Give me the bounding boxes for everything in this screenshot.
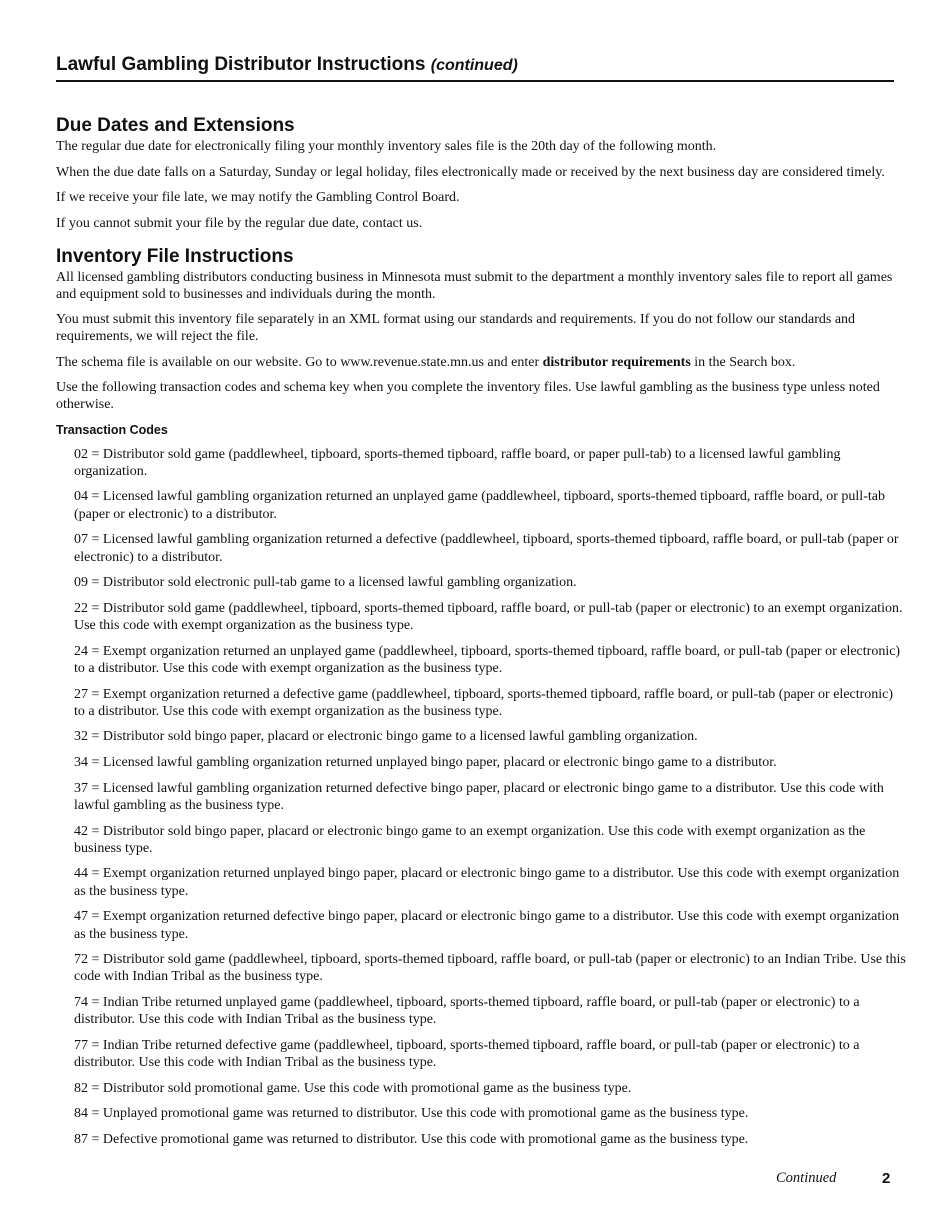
due-dates-paragraph: If you cannot submit your file by the regular due date, contact us. [56, 215, 423, 231]
transaction-code-item: 44 = Exempt organization returned unplayed bingo paper, placard or electronic bingo game to a distributor. Use this code with exempt organization as the business type. [74, 866, 900, 899]
document-page [56, 52, 906, 1157]
transaction-codes-heading: Transaction Codes [56, 422, 168, 437]
page-number: 2 [882, 1170, 891, 1187]
transaction-code-item: 37 = Licensed lawful gambling organization returned defective bingo paper, placard or electronic bingo game to a distributor. Use this code with lawful gambling as the business type. [74, 780, 884, 813]
transaction-code-item: 72 = Distributor sold game (paddlewheel, tipboard, sports-themed tipboard, raffle board, or pull-tab (paper or electronic) to an Indian Tribe. Use this code with Indian Tribal as the business type. [74, 952, 906, 985]
transaction-code-item: 22 = Distributor sold game (paddlewheel, tipboard, sports-themed tipboard, raffle board, or pull-tab (paper or electronic) to an exempt organization. Use this code with exempt organization as the business type. [74, 600, 903, 634]
transaction-code-item: 47 = Exempt organization returned defective bingo paper, placard or electronic bingo game to a distributor. Use this code with exempt organization as the business type. [74, 909, 900, 942]
due-dates-paragraph: The regular due date for electronically filing your monthly inventory sales file is the 20th day of the following month. [56, 139, 717, 154]
schema-search-term: distributor requirements [542, 354, 691, 370]
transaction-code-item: 74 = Indian Tribe returned unplayed game (paddlewheel, tipboard, sports-themed tipboard, raffle board, or pull-tab (paper or electronic) to a distributor. Use this code with Indian Tribal as the business type. [74, 995, 860, 1028]
transaction-code-item: 07 = Licensed lawful gambling organization returned a defective (paddlewheel, tipboard, sports-themed tipboard, raffle board, or pull-tab (paper or electronic) to a distributor. [74, 532, 899, 565]
transaction-code-item: 34 = Licensed lawful gambling organization returned unplayed bingo paper, placard or electronic bingo game to a distributor. [74, 755, 777, 771]
transaction-code-item: 77 = Indian Tribe returned defective game (paddlewheel, tipboard, sports-themed tipboard, raffle board, or pull-tab (paper or electronic) to a distributor. Use this code with Indian Tribal as the business type. [74, 1037, 860, 1071]
due-dates-heading: Due Dates and Extensions [56, 115, 295, 136]
transaction-code-item: 02 = Distributor sold game (paddlewheel, tipboard, sports-themed tipboard, raffle board, or paper pull-tab) to a licensed lawful gambling organization. [74, 446, 841, 479]
header-title: Lawful Gambling Distributor Instructions [56, 54, 426, 75]
schema-text-end: in the Search box. [690, 354, 796, 370]
transaction-codes-list [56, 446, 906, 1149]
transaction-code-item: 42 = Distributor sold bingo paper, placard or electronic bingo game to an exempt organization. Use this code with exempt organization as the business type. [74, 823, 866, 856]
transaction-code-item: 04 = Licensed lawful gambling organization returned an unplayed game (paddlewheel, tipboard, sports-themed tipboard, raffle board, or pull-tab (paper or electronic) to a distributor. [74, 489, 885, 522]
running-header [56, 52, 894, 82]
continued-label: Continued [776, 1170, 837, 1186]
transaction-code-item: 82 = Distributor sold promotional game. Use this code with promotional game as the business type. [74, 1080, 632, 1096]
due-dates-paragraph: When the due date falls on a Saturday, Sunday or legal holiday, files electronically made or received by the next business day are considered timely. [56, 164, 885, 180]
inventory-paragraph-schema [56, 354, 906, 371]
transaction-code-item: 32 = Distributor sold bingo paper, placard or electronic bingo game to a licensed lawful gambling organization. [74, 729, 698, 745]
transaction-code-item: 87 = Defective promotional game was returned to distributor. Use this code with promotional game as the business type. [74, 1132, 749, 1148]
inventory-paragraph: Use the following transaction codes and schema key when you complete the inventory files. Use lawful gambling as the business type unless noted otherwise. [56, 380, 880, 412]
header-title-suffix: (continued) [430, 57, 518, 74]
transaction-code-item: 27 = Exempt organization returned a defective game (paddlewheel, tipboard, sports-themed tipboard, raffle board, or pull-tab (paper or electronic) to a distributor. Use this code with exempt organization as the business type. [74, 686, 894, 719]
transaction-code-item: 24 = Exempt organization returned an unplayed game (paddlewheel, tipboard, sports-themed tipboard, raffle board, or pull-tab (paper or electronic) to a distributor. Use this code with exempt organization as the business type. [74, 643, 901, 676]
schema-text-start: The schema file is available on our website. Go to www.revenue.state.mn.us and enter [56, 354, 543, 370]
transaction-code-item: 84 = Unplayed promotional game was returned to distributor. Use this code with promotional game as the business type. [74, 1106, 749, 1122]
inventory-paragraph: You must submit this inventory file separately in an XML format using our standards and requirements. If you do not follow our standards and requirements, we will reject the file. [56, 312, 856, 344]
due-dates-paragraph: If we receive your file late, we may notify the Gambling Control Board. [56, 190, 460, 205]
transaction-code-item: 09 = Distributor sold electronic pull-tab game to a licensed lawful gambling organization. [74, 575, 577, 591]
inventory-heading: Inventory File Instructions [56, 245, 294, 267]
inventory-paragraph: All licensed gambling distributors conducting business in Minnesota must submit to the department a monthly inventory sales file to report all games and equipment sold to businesses and individuals during the month. [56, 269, 893, 302]
